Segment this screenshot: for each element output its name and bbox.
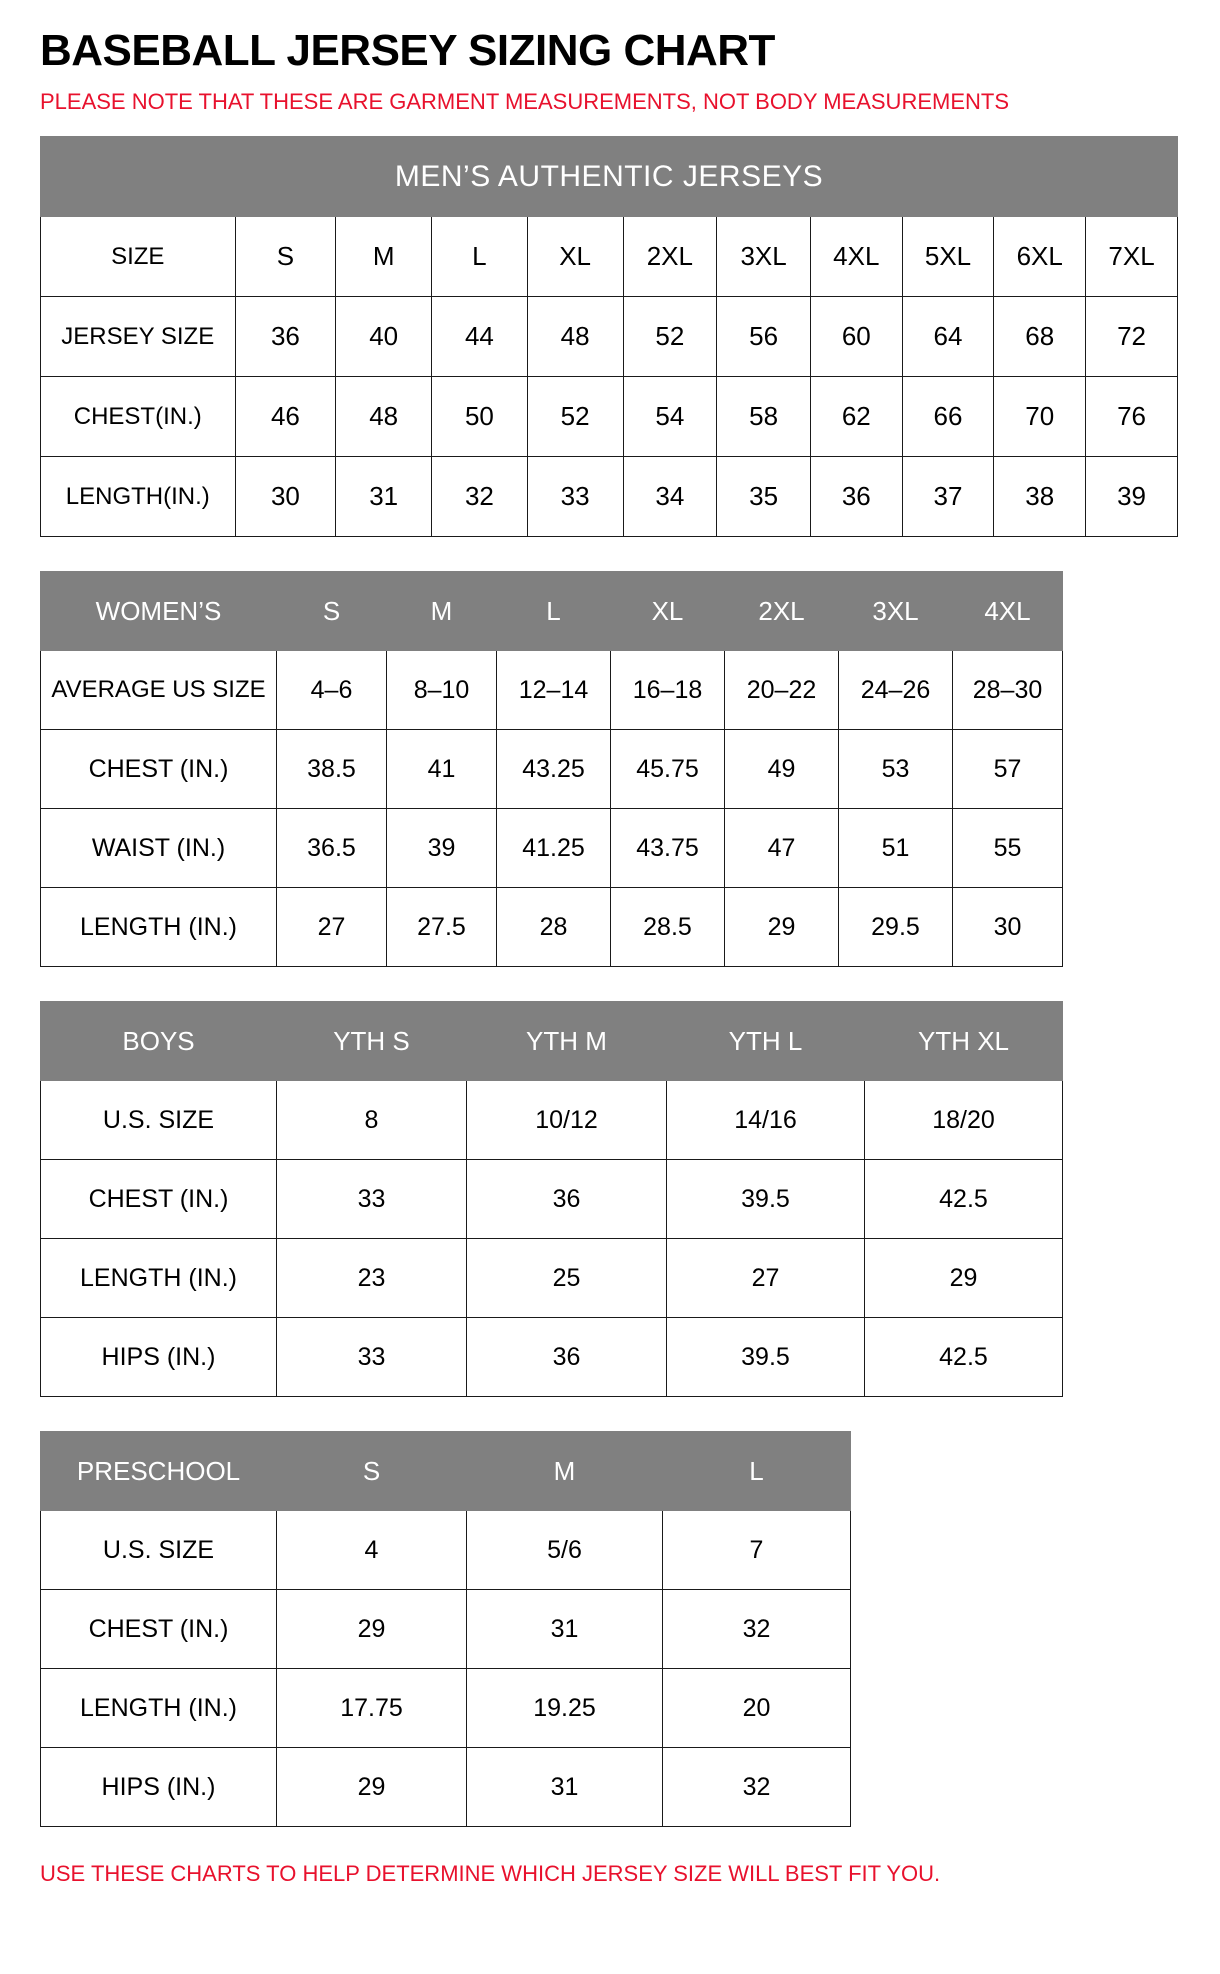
mens-banner-row (41, 137, 1178, 217)
cell: 27 (277, 888, 387, 967)
cell: 3XL (717, 217, 811, 297)
table-row (41, 1160, 1063, 1239)
cell: 34 (623, 457, 717, 537)
cell: 29 (865, 1239, 1063, 1318)
cell: 51 (839, 809, 953, 888)
cell: 30 (953, 888, 1063, 967)
table-row (41, 888, 1063, 967)
column-header: M (467, 1432, 663, 1511)
cell: 60 (810, 297, 902, 377)
cell: 14/16 (667, 1081, 865, 1160)
cell: XL (527, 217, 623, 297)
cell: 16–18 (611, 651, 725, 730)
table-row (41, 1748, 851, 1827)
cell: 5XL (902, 217, 994, 297)
cell: 52 (623, 297, 717, 377)
cell: 54 (623, 377, 717, 457)
cell: S (235, 217, 336, 297)
preschool-sizing-table (40, 1431, 851, 1827)
footer-note: USE THESE CHARTS TO HELP DETERMINE WHICH JERSEY SIZE WILL BEST FIT YOU. (40, 1861, 941, 1887)
cell: 4XL (810, 217, 902, 297)
row-label: LENGTH (IN.) (41, 1239, 277, 1318)
boys-header-label: BOYS (41, 1002, 277, 1081)
cell: 27 (667, 1239, 865, 1318)
cell: 18/20 (865, 1081, 1063, 1160)
cell: 25 (467, 1239, 667, 1318)
cell: 36 (235, 297, 336, 377)
table-row (41, 1669, 851, 1748)
cell: 36 (467, 1318, 667, 1397)
table-row (41, 1081, 1063, 1160)
cell: 39.5 (667, 1160, 865, 1239)
cell: 35 (717, 457, 811, 537)
cell: 62 (810, 377, 902, 457)
cell: 24–26 (839, 651, 953, 730)
cell: 33 (527, 457, 623, 537)
row-label: LENGTH (IN.) (41, 1669, 277, 1748)
table-row (41, 1239, 1063, 1318)
column-header: YTH M (467, 1002, 667, 1081)
cell: 28–30 (953, 651, 1063, 730)
cell: 45.75 (611, 730, 725, 809)
cell: M (336, 217, 432, 297)
cell: 30 (235, 457, 336, 537)
cell: 33 (277, 1160, 467, 1239)
cell: 5/6 (467, 1511, 663, 1590)
cell: 39 (387, 809, 497, 888)
cell: 39.5 (667, 1318, 865, 1397)
cell: 17.75 (277, 1669, 467, 1748)
cell: 70 (994, 377, 1086, 457)
table-row (41, 377, 1178, 457)
row-label: U.S. SIZE (41, 1081, 277, 1160)
boys-header-row (41, 1002, 1063, 1081)
cell: 4–6 (277, 651, 387, 730)
row-label: CHEST (IN.) (41, 1590, 277, 1669)
column-header: S (277, 1432, 467, 1511)
table-row (41, 457, 1178, 537)
cell: 31 (467, 1748, 663, 1827)
cell: 64 (902, 297, 994, 377)
cell: 38.5 (277, 730, 387, 809)
cell: 33 (277, 1318, 467, 1397)
table-row (41, 1318, 1063, 1397)
cell: 32 (663, 1590, 851, 1669)
womens-header-label: WOMEN’S (41, 572, 277, 651)
row-label: CHEST (IN.) (41, 730, 277, 809)
cell: 46 (235, 377, 336, 457)
cell: 48 (527, 297, 623, 377)
cell: 36 (467, 1160, 667, 1239)
cell: 50 (432, 377, 528, 457)
column-header: YTH L (667, 1002, 865, 1081)
row-label: SIZE (41, 217, 236, 297)
cell: 53 (839, 730, 953, 809)
cell: 42.5 (865, 1318, 1063, 1397)
cell: 20 (663, 1669, 851, 1748)
cell: 32 (432, 457, 528, 537)
table-row (41, 1590, 851, 1669)
cell: 48 (336, 377, 432, 457)
row-label: CHEST(IN.) (41, 377, 236, 457)
cell: 36.5 (277, 809, 387, 888)
column-header: 3XL (839, 572, 953, 651)
cell: 32 (663, 1748, 851, 1827)
mens-banner: MEN’S AUTHENTIC JERSEYS (41, 137, 1178, 217)
row-label: CHEST (IN.) (41, 1160, 277, 1239)
cell: 23 (277, 1239, 467, 1318)
table-row (41, 809, 1063, 888)
table-row (41, 730, 1063, 809)
table-row (41, 651, 1063, 730)
cell: 28 (497, 888, 611, 967)
cell: 39 (1086, 457, 1178, 537)
cell: L (432, 217, 528, 297)
cell: 38 (994, 457, 1086, 537)
row-label: JERSEY SIZE (41, 297, 236, 377)
cell: 37 (902, 457, 994, 537)
cell: 76 (1086, 377, 1178, 457)
cell: 43.75 (611, 809, 725, 888)
cell: 19.25 (467, 1669, 663, 1748)
row-label: LENGTH (IN.) (41, 888, 277, 967)
cell: 66 (902, 377, 994, 457)
cell: 4 (277, 1511, 467, 1590)
cell: 10/12 (467, 1081, 667, 1160)
row-label: AVERAGE US SIZE (41, 651, 277, 730)
table-row (41, 1511, 851, 1590)
cell: 31 (467, 1590, 663, 1669)
cell: 56 (717, 297, 811, 377)
cell: 20–22 (725, 651, 839, 730)
cell: 41.25 (497, 809, 611, 888)
cell: 58 (717, 377, 811, 457)
womens-header-row (41, 572, 1063, 651)
cell: 2XL (623, 217, 717, 297)
cell: 52 (527, 377, 623, 457)
table-row (41, 297, 1178, 377)
cell: 28.5 (611, 888, 725, 967)
cell: 8 (277, 1081, 467, 1160)
womens-sizing-table (40, 571, 1063, 967)
column-header: 2XL (725, 572, 839, 651)
cell: 57 (953, 730, 1063, 809)
row-label: U.S. SIZE (41, 1511, 277, 1590)
row-label: LENGTH(IN.) (41, 457, 236, 537)
measurement-note: PLEASE NOTE THAT THESE ARE GARMENT MEASUREMENTS, NOT BODY MEASUREMENTS (40, 89, 1010, 115)
cell: 29 (277, 1748, 467, 1827)
column-header: S (277, 572, 387, 651)
cell: 29.5 (839, 888, 953, 967)
row-label: WAIST (IN.) (41, 809, 277, 888)
cell: 41 (387, 730, 497, 809)
preschool-header-row (41, 1432, 851, 1511)
preschool-header-label: PRESCHOOL (41, 1432, 277, 1511)
mens-sizing-table (40, 136, 1178, 537)
cell: 27.5 (387, 888, 497, 967)
row-label: HIPS (IN.) (41, 1748, 277, 1827)
cell: 55 (953, 809, 1063, 888)
cell: 68 (994, 297, 1086, 377)
cell: 42.5 (865, 1160, 1063, 1239)
cell: 7XL (1086, 217, 1178, 297)
cell: 72 (1086, 297, 1178, 377)
cell: 44 (432, 297, 528, 377)
row-label: HIPS (IN.) (41, 1318, 277, 1397)
cell: 47 (725, 809, 839, 888)
boys-sizing-table (40, 1001, 1063, 1397)
column-header: XL (611, 572, 725, 651)
table-row (41, 217, 1178, 297)
cell: 29 (725, 888, 839, 967)
column-header: YTH XL (865, 1002, 1063, 1081)
cell: 40 (336, 297, 432, 377)
column-header: L (663, 1432, 851, 1511)
cell: 36 (810, 457, 902, 537)
cell: 29 (277, 1590, 467, 1669)
cell: 49 (725, 730, 839, 809)
page-title: BASEBALL JERSEY SIZING CHART (40, 26, 775, 75)
cell: 6XL (994, 217, 1086, 297)
column-header: L (497, 572, 611, 651)
cell: 31 (336, 457, 432, 537)
cell: 43.25 (497, 730, 611, 809)
column-header: 4XL (953, 572, 1063, 651)
column-header: YTH S (277, 1002, 467, 1081)
cell: 7 (663, 1511, 851, 1590)
cell: 12–14 (497, 651, 611, 730)
column-header: M (387, 572, 497, 651)
cell: 8–10 (387, 651, 497, 730)
